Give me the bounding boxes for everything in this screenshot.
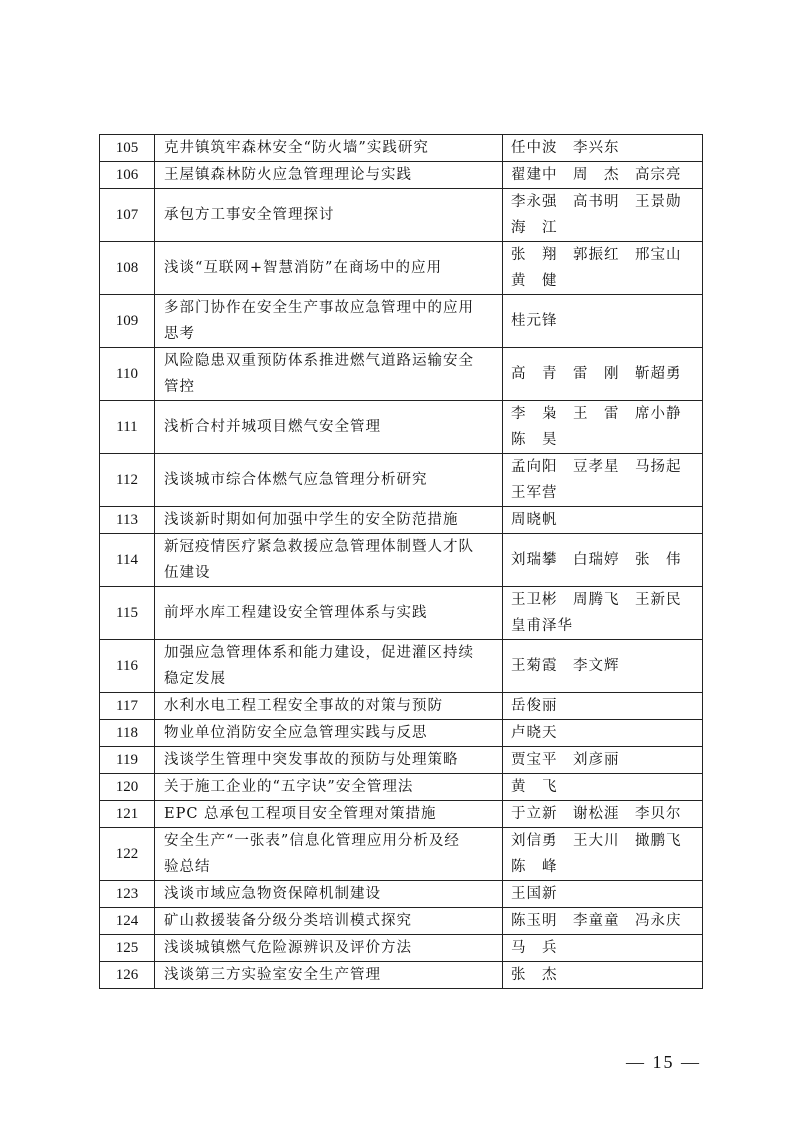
paper-authors [503,693,703,720]
author-line: 岳俊丽 [511,698,558,714]
author-line: 李永强 高书明 王景勋 [511,194,682,210]
paper-authors [503,295,703,348]
paper-authors [503,881,703,908]
row-number: 115 [100,587,155,640]
paper-title-line: 王屋镇森林防火应急管理理论与实践 [164,167,412,183]
table-row [100,962,703,989]
paper-authors [503,348,703,401]
paper-title [155,295,503,348]
paper-title-line: 浅谈新时期如何加强中学生的安全防范措施 [164,512,459,528]
paper-title-line: 浅谈“互联网+智慧消防”在商场中的应用 [164,260,442,276]
author-line: 刘信勇 王大川 撖鹏飞 [511,833,682,849]
author-line: 王卫彬 周腾飞 王新民 [511,592,682,608]
author-line: 皇甫泽华 [511,618,573,634]
paper-title-line: 浅谈第三方实验室安全生产管理 [164,967,381,983]
table-row [100,935,703,962]
row-number: 120 [100,774,155,801]
author-line: 任中波 李兴东 [511,140,620,156]
paper-title [155,534,503,587]
paper-list-body [100,135,703,989]
paper-authors [503,162,703,189]
paper-authors [503,534,703,587]
paper-authors [503,720,703,747]
author-line: 卢晓天 [511,725,558,741]
paper-title-line: 物业单位消防安全应急管理实践与反思 [164,725,428,741]
paper-title-line: 新冠疫情医疗紧急救援应急管理体制暨人才队 [164,539,474,555]
paper-title [155,162,503,189]
paper-title [155,962,503,989]
paper-authors [503,935,703,962]
table-row [100,242,703,295]
paper-title-line: EPC 总承包工程项目安全管理对策措施 [164,806,437,822]
paper-title-line: 浅谈学生管理中突发事故的预防与处理策略 [164,752,459,768]
paper-title-line: 管控 [164,379,195,395]
author-line: 高 青 雷 刚 靳超勇 [511,366,682,382]
row-number: 111 [100,401,155,454]
row-number: 113 [100,507,155,534]
paper-title-line: 思考 [164,326,195,342]
paper-title-line: 浅谈城市综合体燃气应急管理分析研究 [164,472,428,488]
row-number: 122 [100,828,155,881]
paper-list-table [99,134,703,989]
author-line: 于立新 谢松涯 李贝尔 [511,806,682,822]
paper-authors [503,587,703,640]
paper-title [155,507,503,534]
paper-title-line: 浅谈城镇燃气危险源辨识及评价方法 [164,940,412,956]
page-number: — 15 — [626,1052,701,1072]
paper-title-line: 克井镇筑牢森林安全“防火墙”实践研究 [164,140,429,156]
table-row [100,693,703,720]
author-line: 陈玉明 李童童 冯永庆 [511,913,682,929]
paper-authors [503,774,703,801]
row-number: 119 [100,747,155,774]
table-row [100,747,703,774]
table-row [100,908,703,935]
table-row [100,881,703,908]
table-row [100,720,703,747]
table-row [100,454,703,507]
paper-title-line: 浅析合村并城项目燃气安全管理 [164,419,381,435]
paper-title [155,747,503,774]
paper-title-line: 稳定发展 [164,671,226,687]
author-line: 张 翔 郭振红 邢宝山 [511,247,682,263]
author-line: 桂元锋 [511,313,558,329]
author-line: 黄 健 [511,273,558,289]
row-number: 105 [100,135,155,162]
paper-authors [503,135,703,162]
paper-title [155,189,503,242]
paper-title [155,801,503,828]
paper-authors [503,640,703,693]
row-number: 123 [100,881,155,908]
row-number: 112 [100,454,155,507]
row-number: 117 [100,693,155,720]
paper-title [155,135,503,162]
author-line: 陈 峰 [511,859,558,875]
row-number: 124 [100,908,155,935]
table-row [100,189,703,242]
paper-title-line: 安全生产“一张表”信息化管理应用分析及经 [164,833,460,849]
row-number: 110 [100,348,155,401]
paper-title-line: 加强应急管理体系和能力建设，促进灌区持续 [164,645,474,661]
author-line: 周晓帆 [511,512,558,528]
table-row [100,640,703,693]
paper-title-line: 水利水电工程工程安全事故的对策与预防 [164,698,443,714]
paper-title [155,401,503,454]
table-row [100,507,703,534]
paper-title [155,242,503,295]
table-row [100,295,703,348]
paper-authors [503,189,703,242]
row-number: 114 [100,534,155,587]
paper-title [155,720,503,747]
paper-title-line: 承包方工事安全管理探讨 [164,207,335,223]
author-line: 王菊霞 李文辉 [511,658,620,674]
row-number: 107 [100,189,155,242]
paper-title [155,828,503,881]
row-number: 109 [100,295,155,348]
row-number: 116 [100,640,155,693]
paper-title-line: 关于施工企业的“五字诀”安全管理法 [164,779,414,795]
paper-authors [503,507,703,534]
author-line: 贾宝平 刘彦丽 [511,752,620,768]
paper-title [155,640,503,693]
paper-title-line: 多部门协作在安全生产事故应急管理中的应用 [164,300,474,316]
paper-title-line: 风险隐患双重预防体系推进燃气道路运输安全 [164,353,474,369]
table-row [100,348,703,401]
paper-title-line: 浅谈市域应急物资保障机制建设 [164,886,381,902]
row-number: 121 [100,801,155,828]
row-number: 118 [100,720,155,747]
author-line: 马 兵 [511,940,558,956]
paper-authors [503,454,703,507]
paper-authors [503,747,703,774]
author-line: 陈 昊 [511,432,558,448]
table-row [100,135,703,162]
paper-title [155,587,503,640]
paper-title [155,881,503,908]
author-line: 孟向阳 豆孝星 马扬起 [511,459,682,475]
paper-title [155,348,503,401]
paper-authors [503,908,703,935]
author-line: 王国新 [511,886,558,902]
author-line: 张 杰 [511,967,558,983]
author-line: 刘瑞攀 白瑞婷 张 伟 [511,552,682,568]
paper-authors [503,401,703,454]
table-row [100,587,703,640]
paper-title [155,693,503,720]
paper-title-line: 前坪水库工程建设安全管理体系与实践 [164,605,428,621]
paper-authors [503,242,703,295]
author-line: 李 枭 王 雷 席小静 [511,406,682,422]
row-number: 125 [100,935,155,962]
paper-title-line: 矿山救援装备分级分类培训模式探究 [164,913,412,929]
paper-title [155,908,503,935]
author-line: 翟建中 周 杰 高宗亮 [511,167,682,183]
row-number: 126 [100,962,155,989]
paper-title-line: 伍建设 [164,565,211,581]
paper-authors [503,828,703,881]
table-row [100,801,703,828]
table-row [100,401,703,454]
author-line: 王军营 [511,485,558,501]
table-row [100,534,703,587]
table-row [100,774,703,801]
paper-authors [503,801,703,828]
paper-title [155,454,503,507]
row-number: 106 [100,162,155,189]
table-row [100,828,703,881]
paper-authors [503,962,703,989]
table-row [100,162,703,189]
paper-title [155,774,503,801]
paper-title-line: 验总结 [164,859,211,875]
author-line: 海 江 [511,220,558,236]
paper-title [155,935,503,962]
row-number: 108 [100,242,155,295]
author-line: 黄 飞 [511,779,558,795]
